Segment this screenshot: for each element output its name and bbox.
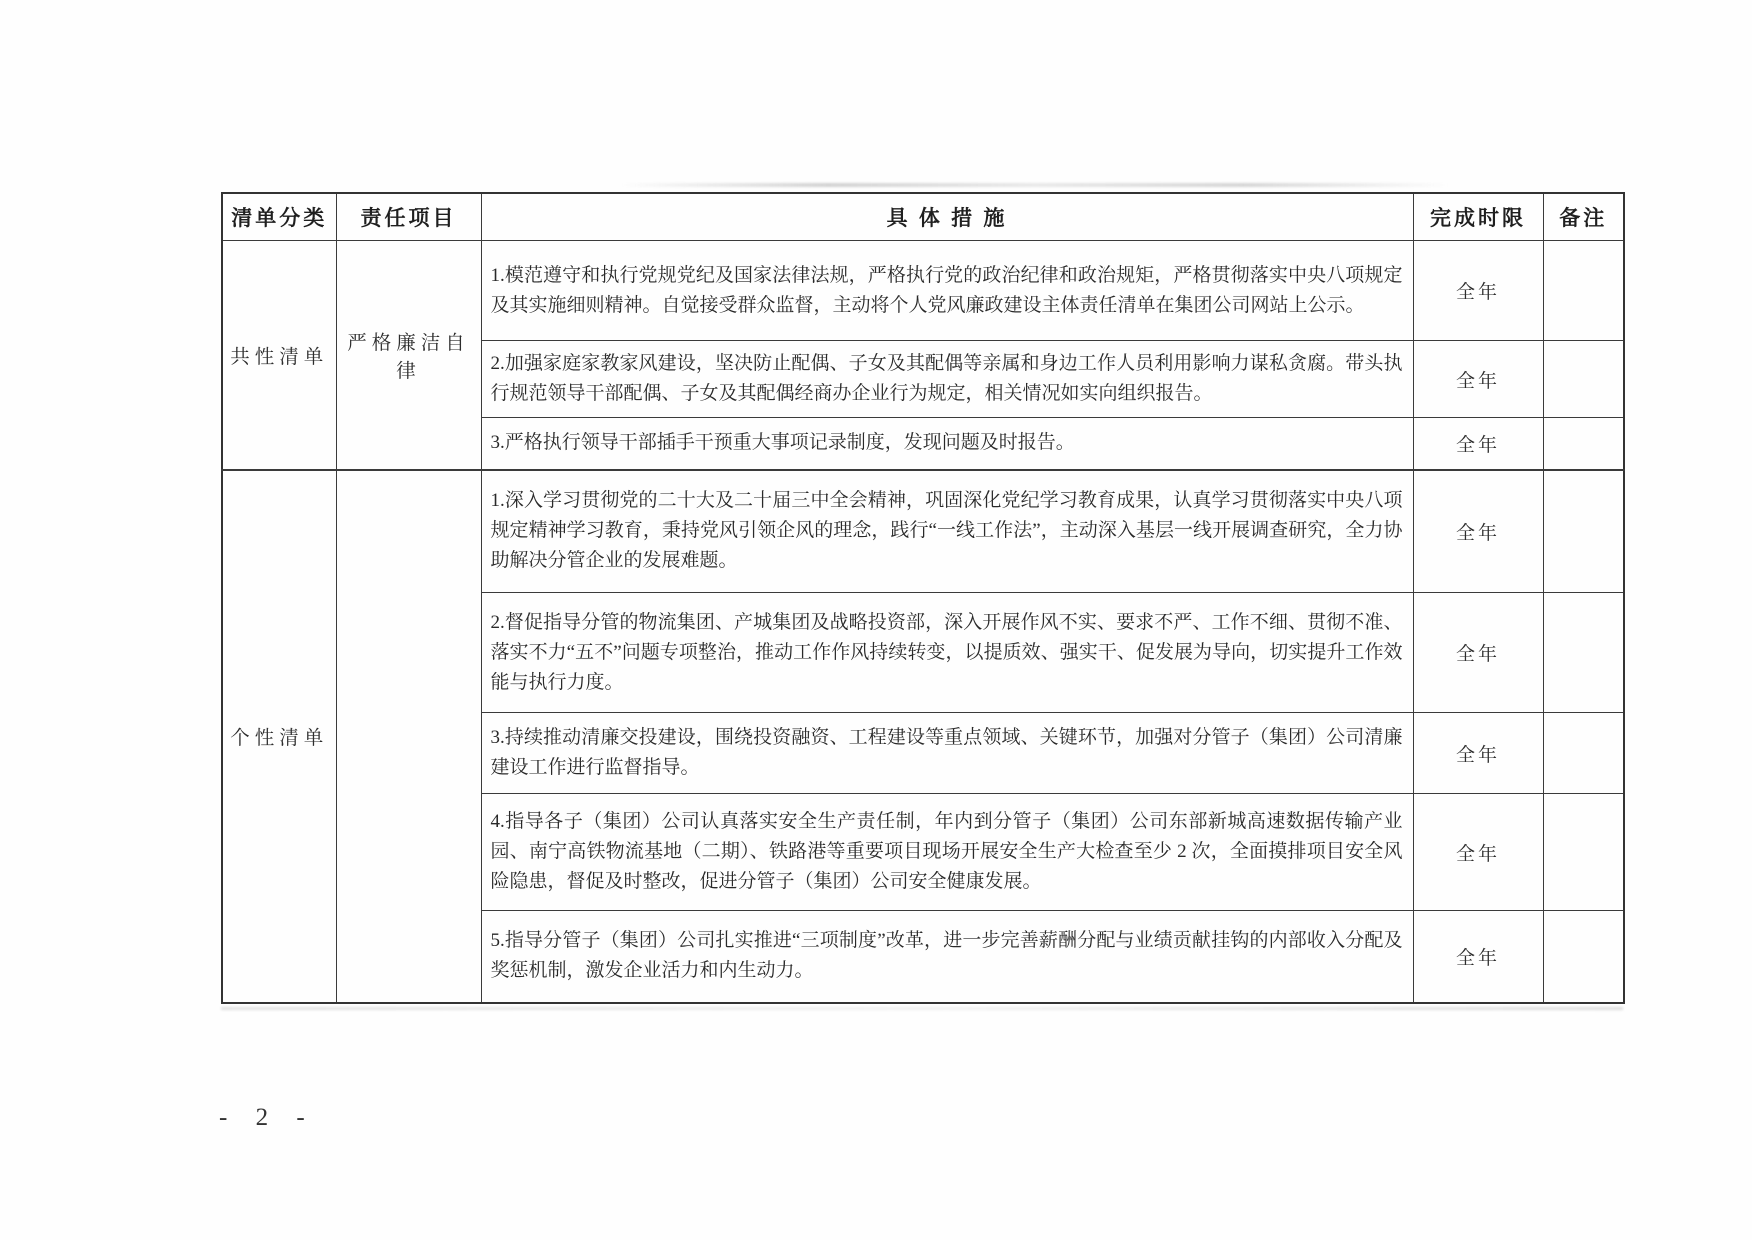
deadline-cell: 全年 xyxy=(1413,470,1543,593)
section-personal-list xyxy=(222,470,1624,1003)
measure-cell: 2.加强家庭家教家风建设，坚决防止配偶、子女及其配偶等亲属和身边工作人员利用影响力谋私贪腐。带头执行规范领导干部配偶、子女及其配偶经商办企业行为规定，相关情况如实向组织报告。 xyxy=(481,341,1413,418)
scan-smudge-bottom xyxy=(221,1007,1623,1010)
header-deadline: 完成时限 xyxy=(1413,193,1543,241)
remark-cell xyxy=(1543,418,1624,470)
category-cell: 个性清单 xyxy=(222,470,336,1003)
deadline-cell: 全年 xyxy=(1413,341,1543,418)
table-row xyxy=(222,470,1624,593)
remark-cell xyxy=(1543,241,1624,341)
remark-cell xyxy=(1543,593,1624,713)
responsibility-cell xyxy=(336,470,481,1003)
scan-smudge-top xyxy=(620,183,1450,187)
measure-cell: 1.深入学习贯彻党的二十大及二十届三中全会精神，巩固深化党纪学习教育成果，认真学习贯彻落实中央八项规定精神学习教育，秉持党风引领企风的理念，践行“一线工作法”，主动深入基层一线开展调查研究，全力协助解决分管企业的发展难题。 xyxy=(481,470,1413,593)
header-responsibility: 责任项目 xyxy=(336,193,481,241)
remark-cell xyxy=(1543,911,1624,1003)
category-cell: 共性清单 xyxy=(222,241,336,470)
table-header-row xyxy=(222,193,1624,241)
header-remark: 备注 xyxy=(1543,193,1624,241)
deadline-cell: 全年 xyxy=(1413,713,1543,794)
deadline-cell: 全年 xyxy=(1413,593,1543,713)
deadline-cell: 全年 xyxy=(1413,418,1543,470)
header-measures: 具 体 措 施 xyxy=(481,193,1413,241)
remark-cell xyxy=(1543,341,1624,418)
remark-cell xyxy=(1543,794,1624,911)
measure-cell: 3.严格执行领导干部插手干预重大事项记录制度，发现问题及时报告。 xyxy=(481,418,1413,470)
measure-cell: 5.指导分管子（集团）公司扎实推进“三项制度”改革，进一步完善薪酬分配与业绩贡献挂钩的内部收入分配及奖惩机制，激发企业活力和内生动力。 xyxy=(481,911,1413,1003)
remark-cell xyxy=(1543,470,1624,593)
page-number: - 2 - xyxy=(219,1104,316,1131)
header-category: 清单分类 xyxy=(222,193,336,241)
deadline-cell: 全年 xyxy=(1413,241,1543,341)
deadline-cell: 全年 xyxy=(1413,911,1543,1003)
responsibility-list-table xyxy=(221,192,1625,1004)
table-row xyxy=(222,241,1624,341)
measure-cell: 2.督促指导分管的物流集团、产城集团及战略投资部，深入开展作风不实、要求不严、工作不细、贯彻不准、落实不力“五不”问题专项整治，推动工作作风持续转变，以提质效、强实干、促发展为导向，切实提升工作效能与执行力度。 xyxy=(481,593,1413,713)
section-common-list xyxy=(222,241,1624,470)
measure-cell: 4.指导各子（集团）公司认真落实安全生产责任制，年内到分管子（集团）公司东部新城高速数据传输产业园、南宁高铁物流基地（二期）、铁路港等重要项目现场开展安全生产大检查至少 2 次，全面摸排项目安全风险隐患，督促及时整改，促进分管子（集团）公司安全健康发展。 xyxy=(481,794,1413,911)
remark-cell xyxy=(1543,713,1624,794)
measure-cell: 3.持续推动清廉交投建设，围绕投资融资、工程建设等重点领域、关键环节，加强对分管子（集团）公司清廉建设工作进行监督指导。 xyxy=(481,713,1413,794)
measure-cell: 1.模范遵守和执行党规党纪及国家法律法规，严格执行党的政治纪律和政治规矩，严格贯彻落实中央八项规定及其实施细则精神。自觉接受群众监督，主动将个人党风廉政建设主体责任清单在集团公司网站上公示。 xyxy=(481,241,1413,341)
deadline-cell: 全年 xyxy=(1413,794,1543,911)
responsibility-cell: 严格廉洁自律 xyxy=(336,241,481,470)
